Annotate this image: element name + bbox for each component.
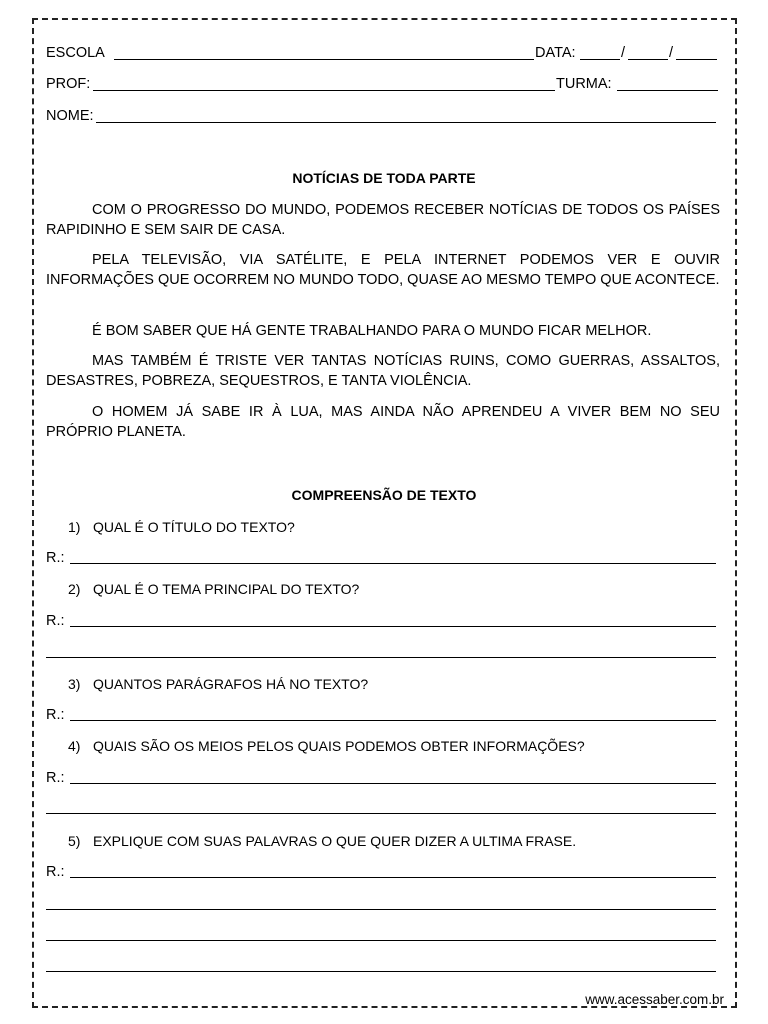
question-text: QUAIS SÃO OS MEIOS PELOS QUAIS PODEMOS OBTER INFORMAÇÕES? — [93, 738, 585, 754]
answer-label: R.: — [46, 613, 65, 629]
answer-extra-line[interactable] — [46, 813, 716, 814]
data-month-field[interactable] — [628, 59, 668, 60]
data-separator: / — [621, 45, 626, 61]
prof-label: PROF: — [46, 76, 91, 92]
answer-rule — [70, 877, 716, 878]
turma-field[interactable] — [617, 90, 718, 91]
data-year-field[interactable] — [676, 59, 717, 60]
paragraph-text: PELA TELEVISÃO, VIA SATÉLITE, E PELA INTERNET PODEMOS VER E OUVIR INFORMAÇÕES QUE OCORREM NO MUNDO TODO, QUASE AO MESMO TEMPO QUE ACONTECE. — [46, 252, 720, 288]
comprehension-title: COMPREENSÃO DE TEXTO — [291, 487, 477, 503]
answer-label: R.: — [46, 707, 65, 723]
question-number: 4) — [68, 738, 81, 754]
answer-label: R.: — [46, 770, 65, 786]
answer-rule — [70, 626, 716, 627]
paragraph — [46, 200, 720, 240]
answer-line[interactable] — [46, 706, 716, 724]
question-number: 5) — [68, 833, 81, 849]
answer-rule — [70, 783, 716, 784]
question-5 — [68, 832, 576, 850]
answer-rule — [70, 720, 716, 721]
data-label: DATA: — [535, 45, 576, 61]
answer-extra-line[interactable] — [46, 909, 716, 910]
answer-line[interactable] — [46, 549, 716, 567]
data-separator: / — [669, 45, 674, 61]
paragraph — [46, 402, 720, 442]
question-text: QUANTOS PARÁGRAFOS HÁ NO TEXTO? — [93, 676, 369, 692]
answer-extra-line[interactable] — [46, 971, 716, 972]
answer-line[interactable] — [46, 612, 716, 630]
text-title: NOTÍCIAS DE TODA PARTE — [292, 170, 476, 186]
question-number: 3) — [68, 676, 81, 692]
footer-site: www.acessaber.com.br — [585, 992, 724, 1007]
paragraph-text: É BOM SABER QUE HÁ GENTE TRABALHANDO PARA O MUNDO FICAR MELHOR. — [92, 323, 652, 339]
question-number: 2) — [68, 581, 81, 597]
turma-label: TURMA: — [556, 76, 612, 92]
question-3 — [68, 675, 368, 693]
paragraph-text: O HOMEM JÁ SABE IR À LUA, MAS AINDA NÃO APRENDEU A VIVER BEM NO SEU PRÓPRIO PLANETA. — [46, 404, 720, 440]
answer-line[interactable] — [46, 863, 716, 881]
question-text: QUAL É O TÍTULO DO TEXTO? — [93, 519, 295, 535]
answer-line[interactable] — [46, 769, 716, 787]
page-border — [32, 18, 737, 1008]
answer-label: R.: — [46, 864, 65, 880]
answer-extra-line[interactable] — [46, 657, 716, 658]
nome-field[interactable] — [96, 122, 716, 123]
paragraph — [46, 321, 720, 341]
paragraph — [46, 250, 720, 290]
nome-label: NOME: — [46, 108, 94, 124]
question-text: EXPLIQUE COM SUAS PALAVRAS O QUE QUER DIZER A ULTIMA FRASE. — [93, 833, 577, 849]
question-number: 1) — [68, 519, 81, 535]
escola-label: ESCOLA — [46, 45, 105, 61]
prof-field[interactable] — [93, 90, 555, 91]
answer-extra-line[interactable] — [46, 940, 716, 941]
answer-rule — [70, 563, 716, 564]
paragraph — [46, 351, 720, 391]
escola-field[interactable] — [114, 59, 534, 60]
data-day-field[interactable] — [580, 59, 620, 60]
answer-label: R.: — [46, 550, 65, 566]
paragraph-text: MAS TAMBÉM É TRISTE VER TANTAS NOTÍCIAS RUINS, COMO GUERRAS, ASSALTOS, DESASTRES, POBREZA, SEQUESTROS, E TANTA VIOLÊNCIA. — [46, 353, 720, 389]
question-1 — [68, 518, 295, 536]
question-2 — [68, 580, 359, 598]
question-text: QUAL É O TEMA PRINCIPAL DO TEXTO? — [93, 581, 360, 597]
question-4 — [68, 737, 585, 755]
paragraph-text: COM O PROGRESSO DO MUNDO, PODEMOS RECEBER NOTÍCIAS DE TODOS OS PAÍSES RAPIDINHO E SEM SAIR DE CASA. — [46, 202, 720, 238]
